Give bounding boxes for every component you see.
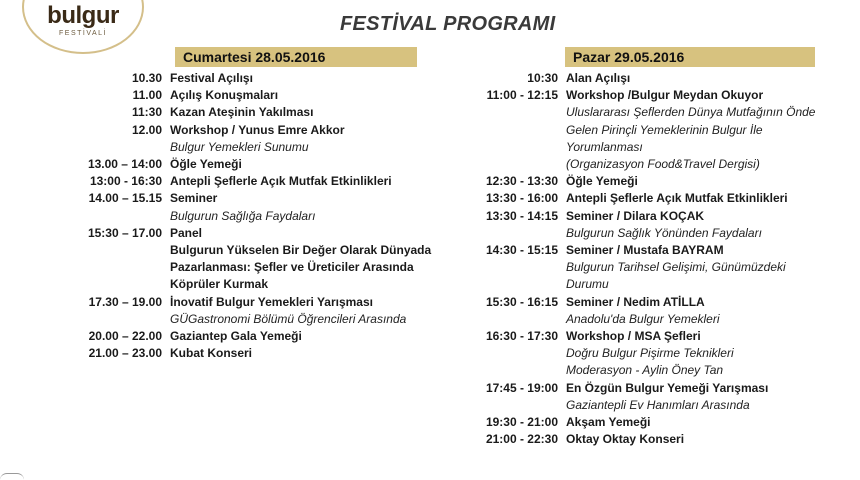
event-details [566, 431, 684, 448]
event-description: Anadolu'da Bulgur Yemekleri [566, 311, 720, 326]
event-time: 11:00 - 12:15 [486, 88, 558, 103]
schedule-row [470, 190, 860, 207]
event-description: Durumu [566, 277, 609, 292]
event-time: 15:30 – 17.00 [87, 225, 162, 240]
event-description: Moderasyon - Aylin Öney Tan [566, 363, 724, 378]
event-time: 14.00 – 15.15 [88, 191, 162, 206]
schedule-row [80, 225, 460, 294]
festival-logo [22, 0, 144, 54]
schedule-row [80, 104, 460, 121]
event-title: Öğle Yemeği [566, 174, 638, 189]
schedule-row [80, 345, 460, 362]
schedule-row [80, 173, 460, 190]
schedule-row [470, 173, 860, 190]
event-time: 13.00 – 14:00 [87, 157, 162, 172]
event-title: Kazan Ateşinin Yakılması [170, 105, 314, 120]
event-time: 21:00 - 22:30 [485, 432, 558, 447]
schedule-row [80, 122, 460, 156]
event-details [566, 380, 768, 414]
event-title: Bulgurun Yükselen Bir Değer Olarak Dünyada [170, 243, 432, 258]
event-description: Gaziantepli Ev Hanımları Arasında [566, 397, 750, 412]
schedule-row [470, 242, 860, 294]
event-title: İnovatif Bulgur Yemekleri Yarışması [170, 294, 373, 309]
event-details [566, 87, 815, 173]
event-details [170, 87, 278, 104]
day-header-saturday: Cumartesi 28.05.2016 [175, 47, 417, 67]
event-details [170, 173, 392, 190]
event-details [170, 345, 252, 362]
event-title: Seminer / Nedim ATİLLA [566, 294, 705, 309]
event-title: Öğle Yemeği [170, 157, 242, 172]
event-details [566, 173, 638, 190]
event-details [170, 156, 242, 173]
event-time: 11:30 [131, 105, 162, 120]
event-time: 15:30 - 16:15 [485, 294, 558, 309]
event-title: Festival Açılışı [170, 71, 253, 85]
event-title: Açılış Konuşmaları [170, 88, 279, 103]
event-description: Doğru Bulgur Pişirme Teknikleri [566, 346, 734, 361]
event-description: GÜGastronomi Bölümü Öğrencileri Arasında [170, 311, 407, 326]
event-time: 16:30 - 17:30 [485, 329, 558, 344]
schedule-saturday [80, 70, 460, 362]
event-time: 13:00 - 16:30 [89, 174, 162, 189]
day-header-sunday: Pazar 29.05.2016 [565, 47, 815, 67]
event-details [566, 70, 630, 87]
schedule-row [80, 87, 460, 104]
footer-decoration [0, 473, 24, 480]
schedule-row [470, 431, 860, 448]
event-description: Bulgurun Sağlık Yönünden Faydaları [566, 225, 762, 240]
event-time: 17:45 - 19:00 [485, 380, 558, 395]
event-time: 10.30 [131, 71, 162, 85]
event-time: 12:30 - 13:30 [485, 174, 558, 189]
event-description: (Organizasyon Food&Travel Dergisi) [566, 157, 760, 172]
event-details [566, 328, 734, 380]
event-details [170, 122, 345, 156]
event-title: Seminer / Dilara KOÇAK [566, 208, 705, 223]
event-time: 10:30 [527, 71, 558, 85]
schedule-row [470, 87, 860, 173]
schedule-row [80, 156, 460, 173]
event-details [170, 104, 313, 121]
event-details [170, 328, 302, 345]
event-title: Oktay Oktay Konseri [566, 432, 685, 447]
schedule-row [80, 70, 460, 87]
event-time: 13:30 - 16:00 [485, 191, 558, 206]
event-title: Workshop / Yunus Emre Akkor [170, 122, 345, 137]
schedule-row [470, 294, 860, 328]
event-details [170, 190, 315, 224]
event-title: Workshop / MSA Şefleri [566, 329, 701, 344]
event-description: Yorumlanması [566, 139, 643, 154]
event-title: Pazarlanması: Şefler ve Üreticiler Arasında [170, 260, 414, 275]
event-details [170, 294, 406, 328]
event-description: Uluslararası Şeflerden Dünya Mutfağının Önde [566, 105, 816, 120]
event-title: Gaziantep Gala Yemeği [170, 329, 302, 344]
schedule-row [470, 328, 860, 380]
schedule-row [80, 294, 460, 328]
event-title: Seminer / Mustafa BAYRAM [566, 243, 724, 258]
schedule-sunday [470, 70, 860, 448]
event-details [566, 208, 762, 242]
event-time: 17.30 – 19.00 [88, 294, 162, 309]
schedule-row [80, 190, 460, 224]
event-description: Bulgurun Tarihsel Gelişimi, Günümüzdeki [566, 260, 786, 275]
event-time: 13:30 - 14:15 [485, 208, 558, 223]
event-time: 12.00 [131, 122, 162, 137]
event-details [566, 242, 786, 294]
event-details [566, 414, 651, 431]
event-time: 14:30 - 15:15 [485, 243, 558, 258]
event-title: Antepli Şeflerle Açık Mutfak Etkinlikleri [566, 191, 788, 206]
event-time: 19:30 - 21:00 [485, 415, 558, 430]
schedule-row [470, 70, 860, 87]
event-title: Akşam Yemeği [566, 415, 651, 430]
schedule-row [470, 380, 860, 414]
event-description: Bulgur Yemekleri Sunumu [170, 139, 309, 154]
event-details [566, 294, 720, 328]
event-title: Kubat Konseri [170, 346, 253, 361]
event-title: Workshop /Bulgur Meydan Okuyor [566, 88, 764, 103]
schedule-row [470, 414, 860, 431]
event-title: Antepli Şeflerle Açık Mutfak Etkinlikleri [170, 174, 392, 189]
logo-subtitle: FESTİVALİ [59, 30, 107, 37]
event-time: 21.00 – 23.00 [88, 346, 162, 361]
event-title: Seminer [170, 191, 218, 206]
event-title: En Özgün Bulgur Yemeği Yarışması [566, 380, 769, 395]
event-description: Bulgurun Sağlığa Faydaları [170, 208, 316, 223]
event-title: Köprüler Kurmak [170, 277, 269, 292]
schedule-row [80, 328, 460, 345]
schedule-row [470, 208, 860, 242]
event-title: Panel [170, 225, 203, 240]
page-title: FESTİVAL PROGRAMI [340, 13, 556, 35]
event-description: Gelen Pirinçli Yemeklerinin Bulgur İle [566, 122, 763, 137]
event-details [170, 225, 431, 294]
logo-word: bulgur [47, 2, 119, 29]
event-time: 20.00 – 22.00 [88, 329, 162, 344]
event-time: 11.00 [132, 88, 162, 103]
event-details [170, 70, 253, 87]
event-title: Alan Açılışı [566, 71, 631, 85]
event-details [566, 190, 788, 207]
